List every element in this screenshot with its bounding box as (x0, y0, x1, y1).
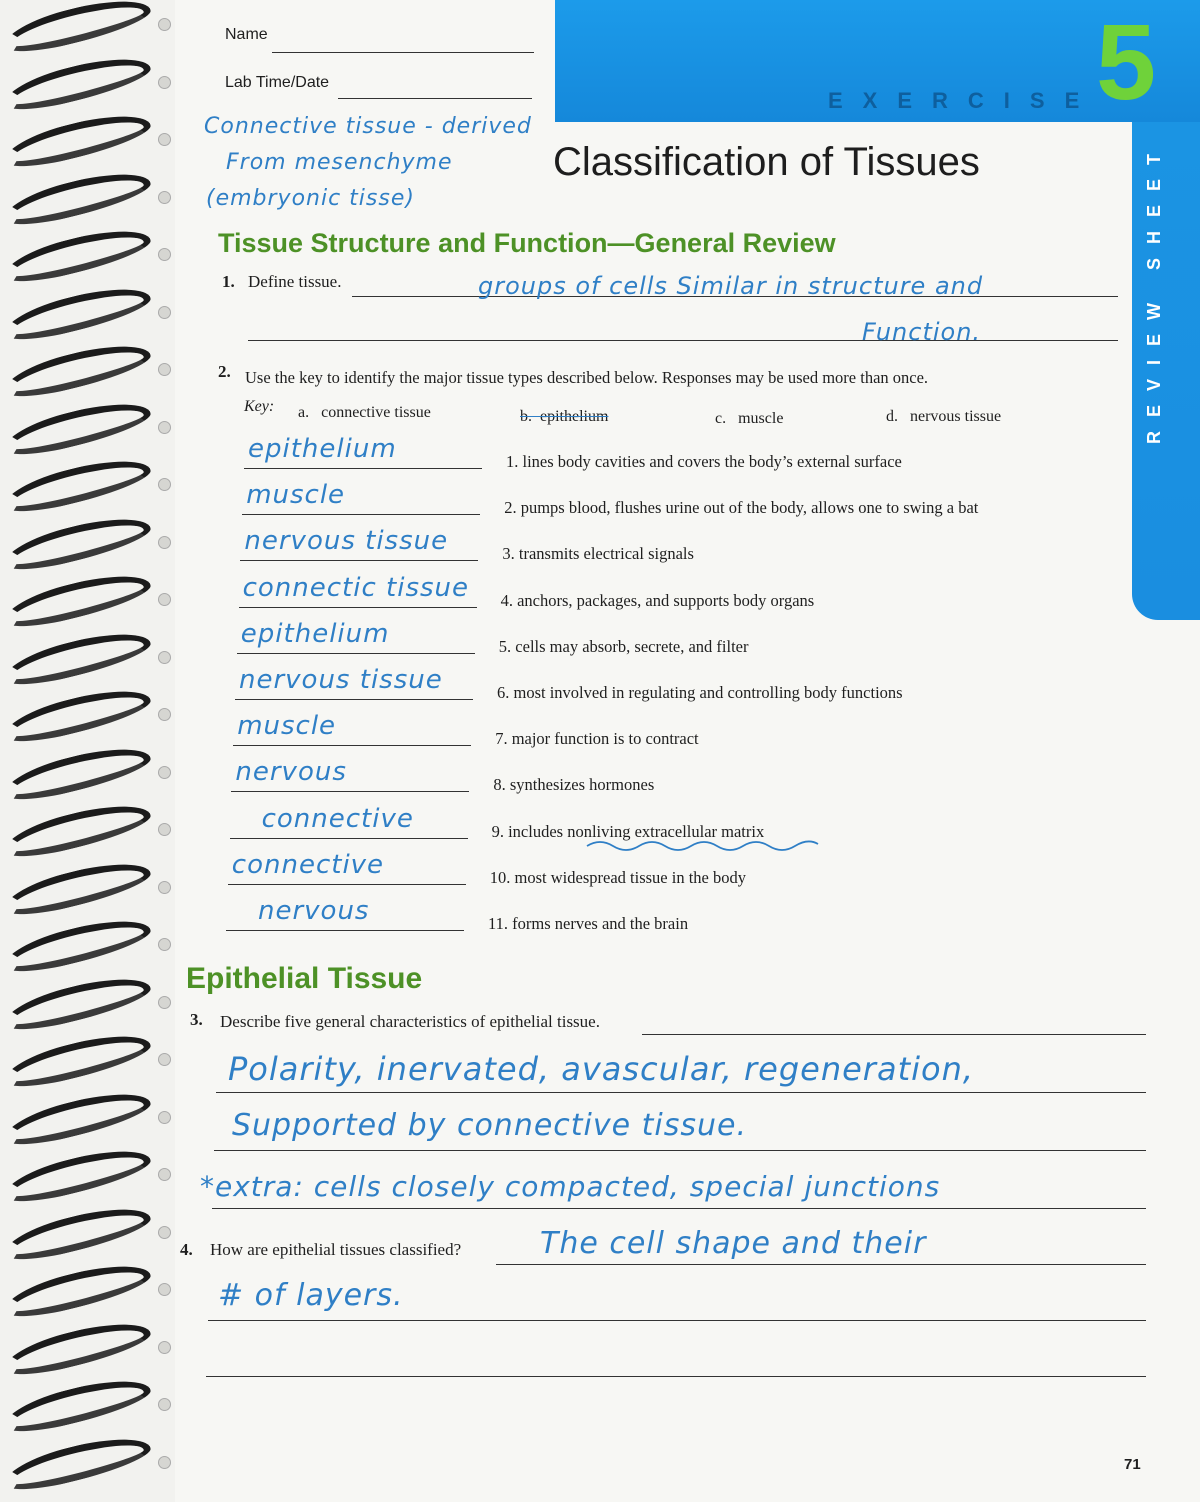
key-c: c. muscle (715, 410, 784, 427)
spiral-coil (0, 393, 154, 462)
punch-hole (158, 363, 171, 376)
spiral-coil (0, 795, 154, 864)
item-description: 10. most widespread tissue in the body (489, 867, 746, 887)
item-description: 4. anchors, packages, and supports body organs (500, 590, 815, 610)
answer-handwritten: nervous tissue (244, 526, 449, 557)
answer-handwritten: epithelium (248, 434, 397, 464)
answer-handwritten: connectic tissue (242, 572, 470, 603)
spiral-coil (0, 910, 154, 979)
q4-answer-text-1: The cell shape and their (540, 1226, 927, 1261)
punch-hole (158, 1168, 171, 1181)
punch-hole (158, 18, 171, 31)
spiral-binding (0, 0, 175, 1502)
margin-note-line-2: From mesenchyme (226, 150, 453, 175)
spiral-coil (0, 968, 154, 1037)
punch-hole (158, 1053, 171, 1066)
spiral-coil (0, 1428, 154, 1497)
name-field[interactable] (272, 34, 534, 53)
spiral-coil (0, 0, 154, 60)
answer-handwritten: nervous (258, 896, 370, 926)
section-heading-epithelial: Epithelial Tissue (186, 962, 423, 995)
key-d: d. nervous tissue (886, 408, 1002, 425)
answer-handwritten: muscle (237, 711, 337, 742)
q4-answer-line-3[interactable] (206, 1358, 1146, 1377)
punch-hole (158, 708, 171, 721)
punch-hole (158, 1398, 171, 1411)
name-label: Name (225, 26, 268, 43)
review-sheet-label: REVIEW SHEET (1144, 140, 1164, 445)
punch-hole (158, 306, 171, 319)
margin-note-line-3: (embryonic tisse) (206, 186, 415, 211)
q1-answer-text-1: groups of cells Similar in structure and (478, 272, 984, 300)
punch-hole (158, 823, 171, 836)
spiral-coil (0, 1083, 154, 1152)
answer-handwritten: nervous tissue (239, 665, 443, 695)
q4-answer-text-2: # of layers. (218, 1278, 404, 1313)
margin-note-line-1: Connective tissue - derived (204, 114, 532, 139)
punch-hole (158, 1341, 171, 1354)
spiral-coil (0, 48, 154, 117)
item-description: 11. forms nerves and the brain (488, 914, 689, 933)
spiral-coil (0, 105, 154, 174)
spiral-coil (0, 508, 154, 577)
key-a: a. connective tissue (298, 404, 431, 421)
q1-number: 1. (222, 272, 235, 291)
spiral-coil (0, 335, 154, 404)
answer-handwritten: epithelium (240, 618, 390, 649)
punch-hole (158, 1226, 171, 1239)
spiral-coil (0, 738, 154, 807)
spiral-coil (0, 1255, 154, 1324)
spiral-coil (0, 450, 154, 519)
item-description: 9. includes nonliving extracellular matrix (491, 821, 765, 841)
q3-prompt: Describe five general characteristics of epithelial tissue. (220, 1012, 600, 1031)
punch-hole (158, 766, 171, 779)
lab-time-label: Lab Time/Date (225, 74, 330, 91)
q1-answer-text-2: Function. (862, 318, 982, 346)
punch-hole (158, 593, 171, 606)
q3-answer-text-2: Supported by connective tissue. (232, 1108, 747, 1143)
item-description: 3. transmits electrical signals (502, 544, 694, 564)
punch-hole (158, 478, 171, 491)
section-heading-general-review: Tissue Structure and Function—General Review (218, 228, 836, 258)
q1-answer-line-2[interactable] (248, 322, 1118, 341)
spiral-coil (0, 1198, 154, 1267)
answer-handwritten: muscle (246, 480, 346, 511)
punch-hole (158, 996, 171, 1009)
punch-hole (158, 191, 171, 204)
spiral-coil (0, 853, 154, 922)
answer-handwritten: connective (261, 803, 414, 834)
q3-answer-line-0[interactable] (642, 1016, 1146, 1035)
q3-answer-text-3: *extra: cells closely compacted, special junctions (200, 1170, 941, 1203)
spiral-coil (0, 1025, 154, 1094)
answer-handwritten: connective (231, 849, 385, 880)
page-number: 71 (1124, 1456, 1141, 1473)
item-description: 6. most involved in regulating and controlling body functions (497, 683, 903, 702)
spiral-coil (0, 680, 154, 749)
spiral-coil (0, 565, 154, 634)
item-description: 5. cells may absorb, secrete, and filter (498, 636, 749, 656)
punch-hole (158, 248, 171, 261)
lab-time-field[interactable] (338, 82, 532, 99)
punch-hole (158, 1111, 171, 1124)
q3-number: 3. (190, 1010, 203, 1029)
q3-answer-text-1: Polarity, inervated, avascular, regeneration, (228, 1050, 975, 1088)
spiral-coil (0, 623, 154, 692)
item-description: 1. lines body cavities and covers the body’s external surface (506, 452, 902, 471)
item-description: 2. pumps blood, flushes urine out of the body, allows one to swing a bat (504, 498, 979, 518)
punch-hole (158, 1456, 171, 1469)
q2-prompt: Use the key to identify the major tissue types described below. Responses may be used more than once. (245, 368, 929, 387)
punch-hole (158, 651, 171, 664)
punch-hole (158, 938, 171, 951)
exercise-label: EXERCISE (828, 88, 1100, 113)
key-b: b. epithelium (520, 408, 609, 425)
page-title: Classification of Tissues (553, 140, 980, 184)
spiral-coil (0, 278, 154, 347)
item-description: 7. major function is to contract (495, 729, 699, 749)
q4-number: 4. (180, 1240, 193, 1259)
key-label: Key: (244, 398, 275, 415)
punch-hole (158, 881, 171, 894)
q4-prompt: How are epithelial tissues classified? (210, 1240, 462, 1259)
punch-hole (158, 133, 171, 146)
squiggle-underline (585, 836, 820, 852)
spiral-coil (0, 1140, 154, 1209)
exercise-number: 5 (1096, 1, 1157, 122)
spiral-coil (0, 163, 154, 232)
punch-hole (158, 76, 171, 89)
item-description: 8. synthesizes hormones (493, 775, 655, 795)
punch-hole (158, 536, 171, 549)
punch-hole (158, 421, 171, 434)
q1-prompt: Define tissue. (248, 272, 342, 291)
spiral-coil (0, 220, 154, 289)
punch-hole (158, 1283, 171, 1296)
spiral-coil (0, 1313, 154, 1382)
spiral-coil (0, 1370, 154, 1439)
q2-number: 2. (218, 362, 231, 381)
answer-handwritten: nervous (235, 757, 347, 788)
